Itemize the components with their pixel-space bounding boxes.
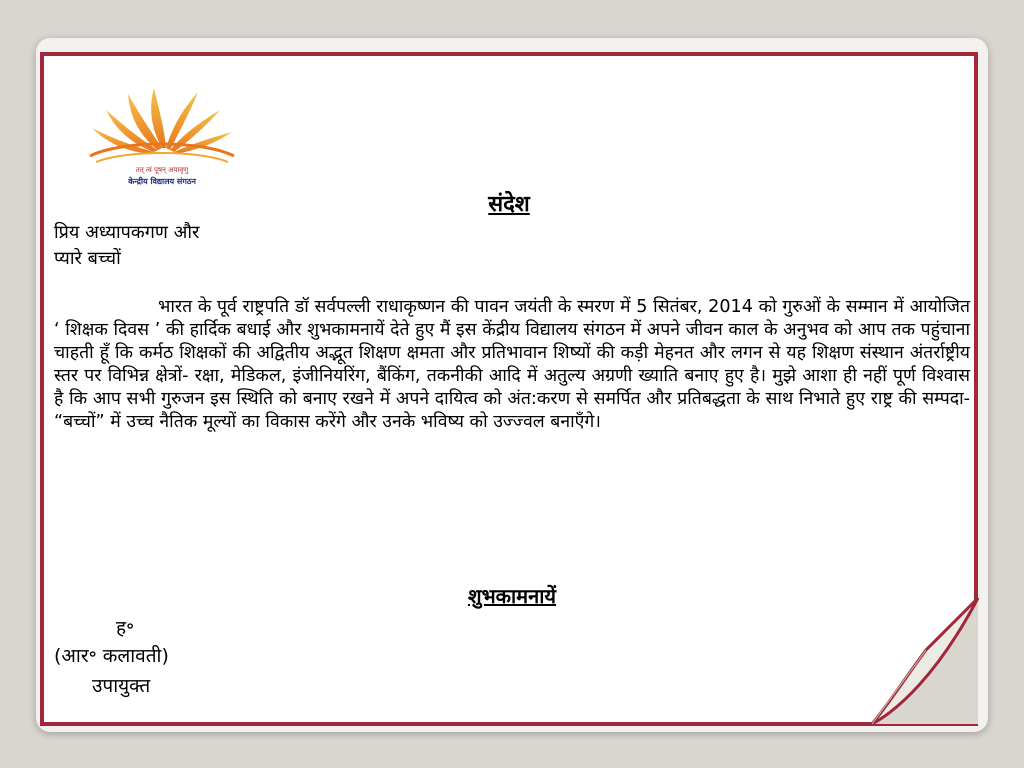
closing-wishes: शुभकामनायें — [467, 584, 557, 608]
signed-mark: ह॰ — [116, 617, 135, 639]
kvs-logo — [82, 70, 242, 192]
logo-motto: तत् त्वं पूषन् अपावृणु — [135, 166, 189, 174]
logo-org-name: केन्द्रीय विद्यालय संगठन — [128, 177, 196, 186]
signatory-name: (आर॰ कलावती) — [54, 645, 169, 667]
salutation-line-1: प्रिय अध्यापकगण और — [54, 222, 200, 243]
page-curl-decoration — [868, 590, 988, 730]
sun-rays-icon — [82, 70, 242, 166]
salutation-line-2: प्यारे बच्चों — [54, 248, 121, 269]
signatory-designation: उपायुक्त — [92, 675, 151, 697]
letter-heading: संदेश — [488, 192, 530, 217]
letter-body: भारत के पूर्व राष्ट्रपति डॉ सर्वपल्ली राधाकृष्णन की पावन जयंती के स्मरण में 5 सितंबर, 2014 को गुरुओं के सम्मान में आयोजित ‘ शिक्षक दिवस ’ की हार्दिक बधाई और शुभकामनायें देते हुए मैं इस केंद्रीय विद्यालय संगठन में अपने जीवन काल के अनुभव को आप तक पहुंचाना चाहती हूँ कि कर्मठ शिक्षकों की अद्वितीय अद्भूत शिक्षण क्षमता और प्रतिभावान शिष्यों की कड़ी मेहनत और लगन से यह शिक्षण संस्थान अंतर्राष्ट्रीय स्तर पर विभिन्न क्षेत्रों- रक्षा, मेडिकल, इंजीनियरिंग, बैंकिंग, तकनीकी आदि में अतुल्य अग्रणी ख्याति बनाए हुए है। मुझे आशा ही नहीं पूर्ण विश्वास है कि आप सभी गुरुजन इस स्थिति को बनाए रखने में अपने दायित्व को अंत:करण से समर्पित और प्रतिबद्धता के साथ निभाते हुए राष्ट्र की सम्पदा- “बच्चों” में उच्च नैतिक मूल्यों का विकास करेंगे और उनके भविष्य को उज्ज्वल बनाएँगे। — [54, 297, 970, 432]
